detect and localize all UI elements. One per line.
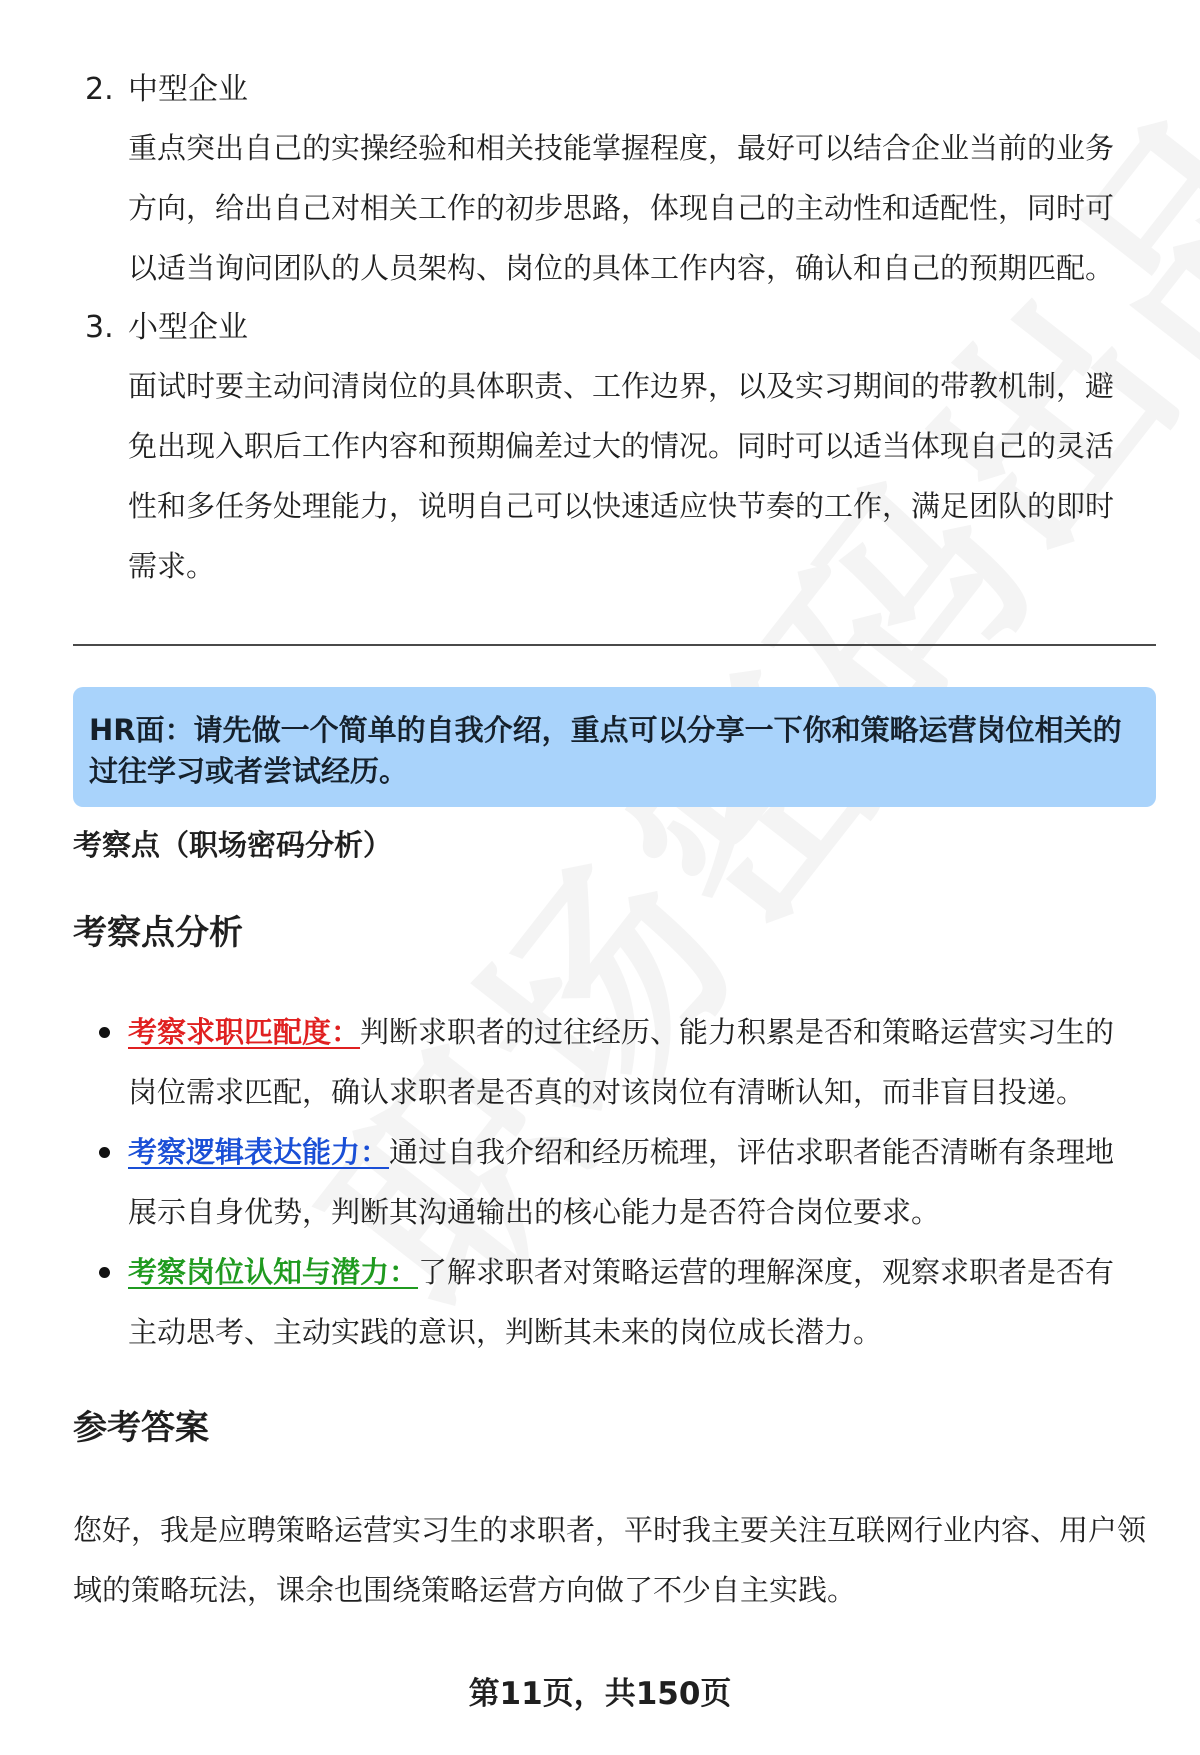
page-footer: 第11页，共150页: [468, 1676, 732, 1712]
bullet-keyword: 考察逻辑表达能力：: [128, 1135, 390, 1169]
bullet-text: 了解求职者对策略运营的理解深度，观察求职者是否有主动思考、主动实践的意识，判断其未来的岗位成长潜力。: [128, 1255, 1115, 1349]
bullet-dot-icon: [99, 1147, 110, 1158]
list-item-body: 面试时要主动问清岗位的具体职责、工作边界，以及实习期间的带教机制，避免出现入职后工作内容和预期偏差过大的情况。同时可以适当体现自己的灵活性和多任务处理能力，说明自己可以快速适应快节奏的工作，满足团队的即时需求。: [128, 369, 1115, 583]
analysis-bullet-list: [128, 1002, 1138, 1362]
answer-heading: 参考答案: [73, 1408, 209, 1448]
list-item-title: 中型企业: [128, 72, 248, 107]
section-divider: [73, 644, 1156, 646]
examine-label: 考察点（职场密码分析）: [73, 828, 393, 862]
answer-text: 您好，我是应聘策略运营实习生的求职者，平时我主要关注互联网行业内容、用户领域的策略玩法，课余也围绕策略运营方向做了不少自主实践。: [73, 1513, 1147, 1607]
bullet-text: 通过自我介绍和经历梳理，评估求职者能否清晰有条理地展示自身优势，判断其沟通输出的核心能力是否符合岗位要求。: [128, 1135, 1115, 1229]
bullet-item: [128, 1002, 1138, 1122]
list-item-title: 小型企业: [128, 310, 248, 345]
list-item-medium-enterprise: [85, 70, 248, 110]
list-item-number: 3.: [85, 310, 114, 345]
question-box: HR面：请先做一个简单的自我介绍，重点可以分享一下你和策略运营岗位相关的过往学习或者尝试经历。: [73, 687, 1156, 807]
bullet-text: 判断求职者的过往经历、能力积累是否和策略运营实习生的岗位需求匹配，确认求职者是否真的对该岗位有清晰认知，而非盲目投递。: [128, 1015, 1115, 1109]
list-item-number: 2.: [85, 72, 114, 107]
bullet-dot-icon: [99, 1027, 110, 1038]
list-item-body: 重点突出自己的实操经验和相关技能掌握程度，最好可以结合企业当前的业务方向，给出自己对相关工作的初步思路，体现自己的主动性和适配性，同时可以适当询问团队的人员架构、岗位的具体工作内容，确认和自己的预期匹配。: [128, 131, 1115, 285]
bullet-item: [128, 1242, 1138, 1362]
list-item-small-enterprise: [85, 308, 248, 348]
bullet-item: [128, 1122, 1138, 1242]
bullet-keyword: 考察求职匹配度：: [128, 1015, 361, 1049]
analysis-heading: 考察点分析: [73, 913, 243, 953]
bullet-keyword: 考察岗位认知与潜力：: [128, 1255, 419, 1289]
bullet-dot-icon: [99, 1267, 110, 1278]
